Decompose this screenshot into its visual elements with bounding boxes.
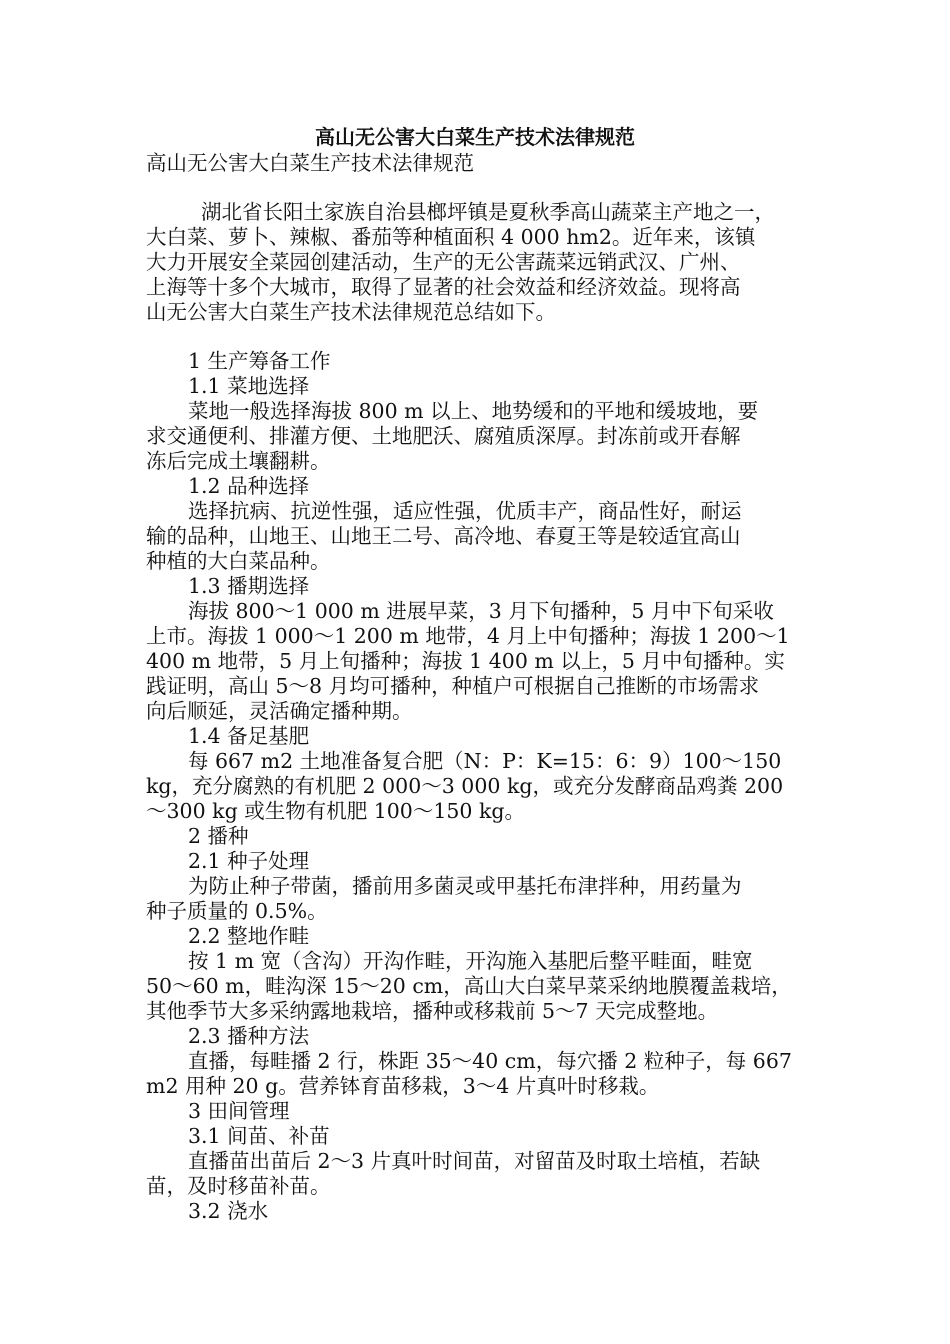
text-line: 向后顺延，灵活确定播种期。: [146, 699, 413, 723]
text-line: 输的品种，山地王、山地王二号、高冷地、春夏王等是较适宜高山: [146, 524, 741, 548]
text-line: 2 播种: [188, 824, 249, 848]
text-line: 大白菜、萝卜、辣椒、番茄等种植面积 4 000 hm2。近年来，该镇: [146, 225, 756, 249]
text-line: 种子质量的 0.5%。: [146, 899, 328, 923]
text-line: 3 田间管理: [188, 1099, 290, 1123]
text-line: 400 m 地带，5 月上旬播种；海拔 1 400 m 以上，5 月中旬播种。实: [146, 649, 785, 673]
text-line: 选择抗病、抗逆性强，适应性强，优质丰产，商品性好，耐运: [188, 499, 742, 523]
text-line: 其他季节大多采纳露地栽培，播种或移栽前 5～7 天完成整地。: [146, 999, 719, 1023]
text-line: m2 用种 20 g。营养钵育苗移栽，3～4 片真叶时移栽。: [146, 1074, 660, 1098]
text-line: 大力开展安全菜园创建活动，生产的无公害蔬菜远销武汉、广州、: [146, 250, 741, 274]
text-line: 海拔 800～1 000 m 进展早菜，3 月下旬播种，5 月中下旬采收: [188, 599, 774, 623]
text-line: 1 生产筹备工作: [188, 349, 331, 373]
text-line: 按 1 m 宽（含沟）开沟作畦，开沟施入基肥后整平畦面，畦宽: [188, 949, 753, 973]
text-line: 求交通便利、排灌方便、土地肥沃、腐殖质深厚。封冻前或开春解: [146, 424, 741, 448]
text-line: 苗，及时移苗补苗。: [146, 1174, 331, 1198]
text-line: 1.2 品种选择: [188, 474, 310, 498]
text-line: 直播，每畦播 2 行，株距 35～40 cm，每穴播 2 粒种子，每 667: [188, 1049, 792, 1073]
text-line: 50～60 m，畦沟深 15～20 cm，高山大白菜早菜采纳地膜覆盖栽培，: [146, 974, 792, 998]
text-line: 直播苗出苗后 2～3 片真叶时间苗，对留苗及时取土培植，若缺: [188, 1149, 761, 1173]
text-line: 3.1 间苗、补苗: [188, 1124, 330, 1148]
text-line: 高山无公害大白菜生产技术法律规范: [146, 151, 474, 175]
text-line: 为防止种子带菌，播前用多菌灵或甲基托布津拌种，用药量为: [188, 874, 742, 898]
text-line: 1.1 菜地选择: [188, 374, 310, 398]
text-line: 2.3 播种方法: [188, 1024, 310, 1048]
text-line: 每 667 m2 土地准备复合肥（N：P：K=15：6：9）100～150: [188, 749, 782, 773]
text-line: 2.2 整地作畦: [188, 924, 310, 948]
text-line: 3.2 浇水: [188, 1199, 269, 1223]
text-line: 上海等十多个大城市，取得了显著的社会效益和经济效益。现将高: [146, 275, 741, 299]
text-line: 1.4 备足基肥: [188, 724, 310, 748]
text-line: 践证明，高山 5～8 月均可播种，种植户可根据自己推断的市场需求: [146, 674, 760, 698]
text-line: 冻后完成土壤翻耕。: [146, 449, 331, 473]
text-line: 1.3 播期选择: [188, 574, 310, 598]
text-line: 山无公害大白菜生产技术法律规范总结如下。: [146, 300, 556, 324]
text-line: 上市。海拔 1 000～1 200 m 地带，4 月上中旬播种；海拔 1 200～1: [146, 624, 790, 648]
document-title: 高山无公害大白菜生产技术法律规范: [315, 125, 635, 149]
text-line: ～300 kg 或生物有机肥 100～150 kg。: [146, 799, 526, 823]
text-line: kg，充分腐熟的有机肥 2 000～3 000 kg，或充分发酵商品鸡粪 200: [146, 774, 784, 798]
text-line: 菜地一般选择海拔 800 m 以上、地势缓和的平地和缓坡地，要: [188, 399, 759, 423]
text-line: 2.1 种子处理: [188, 849, 310, 873]
text-line: 种植的大白菜品种。: [146, 549, 331, 573]
text-line: 湖北省长阳土家族自治县榔坪镇是夏秋季高山蔬菜主产地之一，: [201, 200, 775, 224]
